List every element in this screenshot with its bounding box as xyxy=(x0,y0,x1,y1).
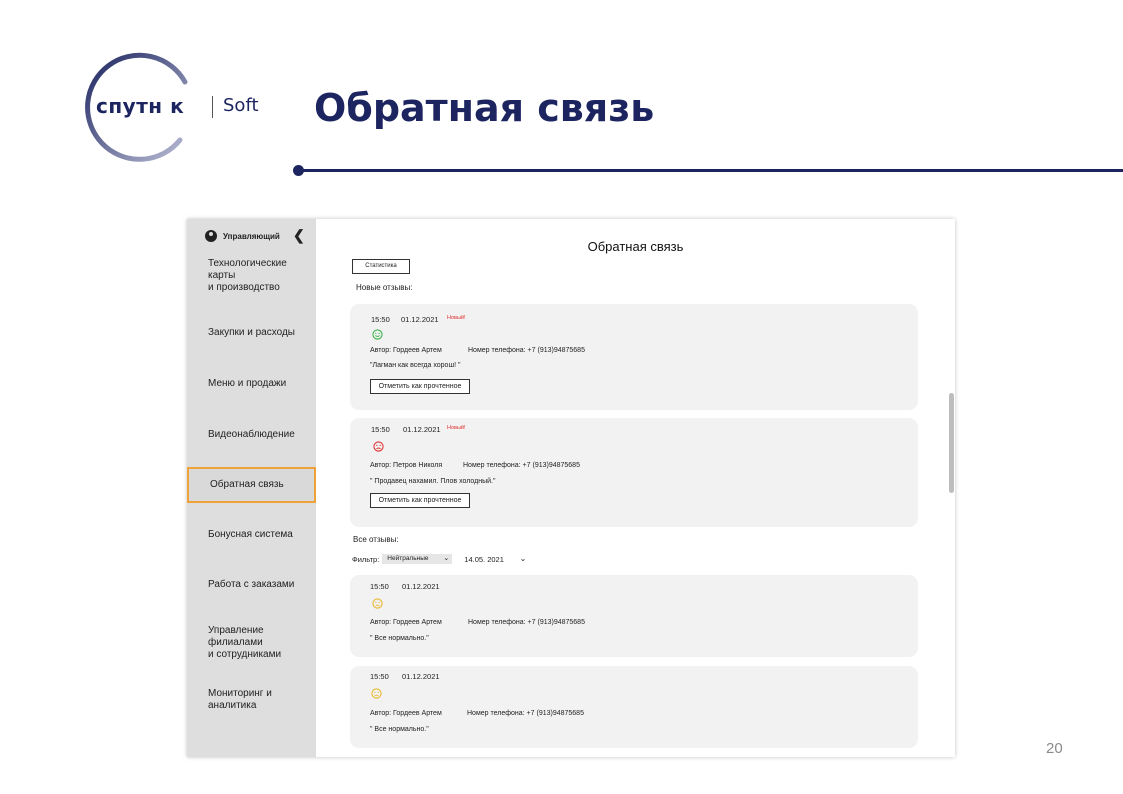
filter-selected-value: Нейтральные xyxy=(387,555,429,562)
review-card xyxy=(350,666,918,748)
mark-as-read-button[interactable]: Отметить как прочтенное xyxy=(370,493,470,508)
review-card xyxy=(350,575,918,657)
review-text: " Продавец нахамил. Плов холодный." xyxy=(370,478,496,485)
filter-label: Фильтр: xyxy=(352,554,380,564)
review-author: Автор: Гордеев Артем xyxy=(370,619,442,626)
review-date: 01.12.2021 xyxy=(402,582,440,591)
slide-title: Обратная связь xyxy=(314,86,655,130)
new-badge: Новый! xyxy=(447,315,466,321)
review-text: " Все нормально." xyxy=(370,635,429,642)
page-number: 20 xyxy=(1046,740,1063,757)
sidebar xyxy=(187,219,316,757)
review-author: Автор: Гордеев Артем xyxy=(370,710,442,717)
all-reviews-label: Все отзывы: xyxy=(353,535,399,544)
sad-face-icon xyxy=(373,441,384,452)
review-phone: Номер телефона: +7 (913)94875685 xyxy=(468,347,585,354)
scrollbar-thumb[interactable] xyxy=(949,393,954,493)
review-time: 15:50 xyxy=(370,672,389,681)
review-card xyxy=(350,418,918,527)
review-text: "Лагман как всегда хорош! " xyxy=(370,362,461,369)
date-dropdown[interactable] xyxy=(464,555,526,564)
new-badge: Новый! xyxy=(447,425,466,431)
review-time: 15:50 xyxy=(371,425,390,434)
app-window xyxy=(187,219,955,757)
neutral-face-icon xyxy=(371,688,382,699)
sidebar-item-monitoring[interactable]: Мониторинг и аналитика xyxy=(208,688,272,711)
filter-dropdown[interactable] xyxy=(382,554,452,564)
review-time: 15:50 xyxy=(370,582,389,591)
main-content xyxy=(316,219,955,757)
review-phone: Номер телефона: +7 (913)94875685 xyxy=(463,462,580,469)
chevron-down-icon: ⌄ xyxy=(519,553,527,563)
review-phone: Номер телефона: +7 (913)94875685 xyxy=(468,619,585,626)
sidebar-item-feedback[interactable]: Обратная связь xyxy=(187,467,316,503)
review-date: 01.12.2021 xyxy=(402,672,440,681)
review-date: 01.12.2021 xyxy=(403,425,441,434)
review-text: " Все нормально." xyxy=(370,726,429,733)
title-underline xyxy=(298,169,1123,172)
date-selected-value: 14.05. 2021 xyxy=(464,554,504,564)
sidebar-item-menu-sales[interactable]: Меню и продажи xyxy=(208,378,287,389)
user-circle-icon xyxy=(205,230,217,242)
mark-as-read-button[interactable]: Отметить как прочтенное xyxy=(370,379,470,394)
smile-face-icon xyxy=(372,329,383,340)
chevron-down-icon: ⌄ xyxy=(443,555,450,562)
review-phone: Номер телефона: +7 (913)94875685 xyxy=(467,710,584,717)
sidebar-item-bonus[interactable]: Бонусная система xyxy=(208,529,293,540)
review-author: Автор: Петров Николя xyxy=(370,462,443,469)
sidebar-item-orders[interactable]: Работа с заказами xyxy=(208,579,295,590)
review-author: Автор: Гордеев Артем xyxy=(370,347,442,354)
chevron-left-icon[interactable]: ❮ xyxy=(293,227,305,243)
user-row[interactable] xyxy=(205,230,280,242)
page-title: Обратная связь xyxy=(587,239,684,254)
logo-divider xyxy=(212,96,213,118)
sidebar-item-video[interactable]: Видеонаблюдение xyxy=(208,429,295,440)
review-date: 01.12.2021 xyxy=(401,315,439,324)
statistics-button[interactable]: Статистика xyxy=(352,259,410,274)
neutral-face-icon xyxy=(372,598,383,609)
sputnik-logo xyxy=(80,52,280,162)
review-card xyxy=(350,304,918,410)
sidebar-item-tech-cards[interactable]: Технологические карты и производство xyxy=(208,258,287,293)
sidebar-item-branches[interactable]: Управление филиалами и сотрудниками xyxy=(208,625,282,660)
filter-row xyxy=(352,554,526,564)
new-reviews-label: Новые отзывы: xyxy=(356,283,413,292)
sidebar-item-purchases[interactable]: Закупки и расходы xyxy=(208,327,295,338)
logo-wordmark: спутн к xyxy=(96,94,185,118)
review-time: 15:50 xyxy=(371,315,390,324)
logo-soft-text: Soft xyxy=(223,95,259,116)
user-role-label: Управляющий xyxy=(223,231,280,241)
